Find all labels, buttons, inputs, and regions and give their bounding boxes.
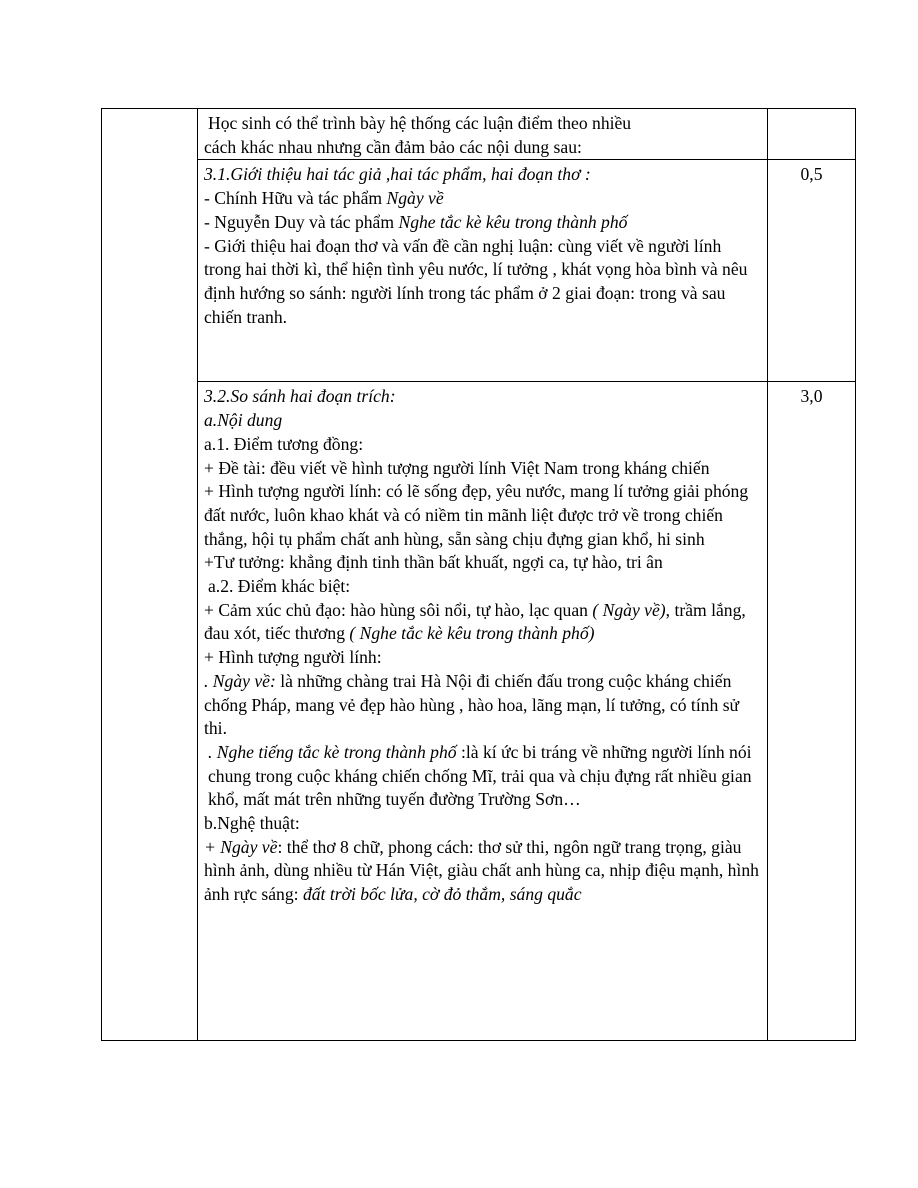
section-1-intro-para: - Giới thiệu hai đoạn thơ và vấn đề cần nghị luận: cùng viết về người lính trong hai thời kì, thể hiện tình yêu nước, lí tưởng , khát vọng hòa bình và nêu định hướng so sánh: người lính trong tác phẩm ở 2 giai đoạn: trong và sau chiến tranh. — [204, 235, 748, 327]
a2-emotion-work-2: ( Nghe tắc kè kêu trong thành phố) — [349, 623, 595, 644]
b1-text: : thể thơ 8 chữ, phong cách: thơ sử thi, ngôn ngữ trang trọng, giàu hình ảnh, dùng nhiều từ Hán Việt, giàu chất anh hùng ca, nhịp điệu mạnh, hình ảnh rực sáng: — [204, 836, 759, 905]
a2-work-2-text: :là kí ức bi tráng về những người lính nói chung trong cuộc kháng chiến chống Mĩ, trải qua và chịu đựng rất nhiều gian khổ, mất mát trên những tuyến đường Trường Sơn… — [208, 741, 752, 810]
author-2-line — [204, 211, 761, 235]
intro-line-1: Học sinh có thể trình bày hệ thống các luận điểm theo nhiều — [208, 113, 632, 133]
a2-emotion-work-1: ( Ngày về) — [592, 599, 666, 620]
table-row — [102, 109, 856, 160]
section-2-heading: 3.2.So sánh hai đoạn trích: — [204, 386, 396, 407]
b1-images: đất trời bốc lửa, cờ đỏ thắm, sáng quắc — [302, 884, 582, 905]
a1-image: + Hình tượng người lính: có lẽ sống đẹp, yêu nước, mang lí tưởng giải phóng đất nước, luôn khao khát và có niềm tin mãnh liệt được trở về trong chiến thắng, hội tụ phẩm chất anh hùng, sẵn sàng chịu đựng gian khổ, hi sinh — [204, 481, 749, 549]
section-1-heading: 3.1.Giới thiệu hai tác giả ,hai tác phẩm, hai đoạn thơ : — [204, 164, 591, 185]
left-column-cell — [102, 109, 198, 1041]
a2-work-2-label: . Nghe tiếng tắc kè trong thành phố — [208, 741, 457, 762]
work-2-title: Nghe tắc kè kêu trong thành phố — [398, 211, 628, 232]
a2-emotion-text-2: , trầm lắng, đau xót, tiếc thương — [204, 599, 746, 644]
sub-heading-a: a.Nội dung — [204, 410, 283, 431]
a2-work-1-label: . Ngày về: — [204, 670, 276, 691]
a1-heading: a.1. Điểm tương đồng: — [204, 433, 364, 454]
a1-thought: +Tư tưởng: khẳng định tinh thần bất khuất, ngợi ca, tự hào, tri ân — [204, 552, 663, 573]
b1-label: + Ngày về — [204, 836, 278, 857]
a2-work-1-text: là những chàng trai Hà Nội đi chiến đấu trong cuộc kháng chiến chống Pháp, mang vẻ đẹp hào hùng , hào hoa, lãng mạn, lí tưởng, có tính sử thi. — [204, 670, 740, 739]
section-1-cell — [198, 160, 768, 382]
a2-heading: a.2. Điểm khác biệt: — [208, 576, 351, 597]
section-2-cell — [198, 382, 768, 1041]
a2-image: + Hình tượng người lính: — [204, 647, 382, 668]
section-1-score: 0,5 — [800, 164, 823, 185]
a2-emotion-text-1: + Cảm xúc chủ đạo: hào hùng sôi nổi, tự hào, lạc quan — [204, 599, 593, 620]
a2-work-2 — [204, 741, 761, 812]
intro-line-2: cách khác nhau nhưng cần đảm bảo các nội dung sau: — [204, 136, 582, 157]
intro-cell — [198, 109, 768, 160]
answer-table — [101, 108, 856, 1041]
table-row — [102, 160, 856, 382]
work-1-title: Ngày về — [386, 188, 444, 209]
table-row — [102, 382, 856, 1041]
section-2-score: 3,0 — [800, 386, 823, 407]
section-1-score-cell — [768, 160, 856, 382]
author-1-line — [204, 187, 761, 211]
intro-score-cell — [768, 109, 856, 160]
author-2-text: - Nguyễn Duy và tác phẩm — [204, 211, 399, 232]
b1-paragraph — [204, 836, 761, 907]
a1-topic: + Đề tài: đều viết về hình tượng người lính Việt Nam trong kháng chiến — [204, 457, 710, 478]
a2-emotion — [204, 599, 761, 646]
author-1-text: - Chính Hữu và tác phẩm — [204, 188, 387, 209]
section-2-score-cell — [768, 382, 856, 1041]
a2-work-1 — [204, 670, 761, 741]
sub-heading-b: b.Nghệ thuật: — [204, 813, 300, 834]
